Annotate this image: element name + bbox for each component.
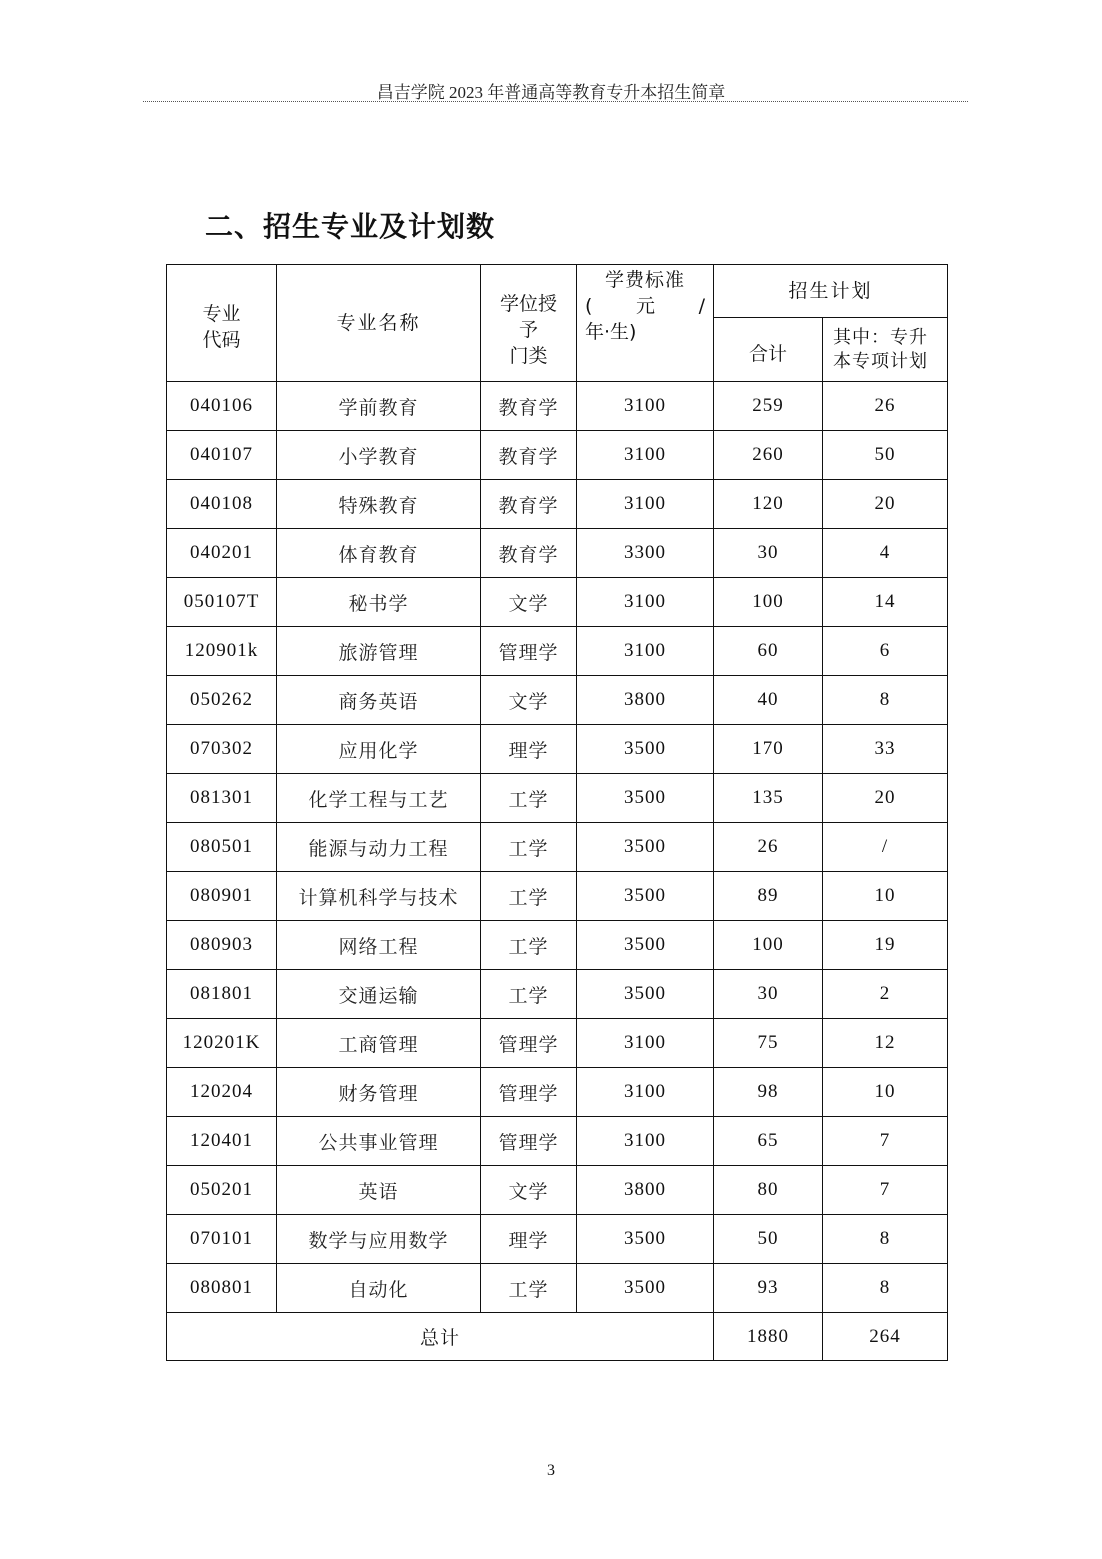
table-row [167, 1215, 948, 1264]
plan-total: 93 [714, 1264, 823, 1313]
header-text: 其中：专升 [833, 326, 928, 348]
total-label: 总计 [167, 1313, 714, 1361]
major-code: 050201 [167, 1166, 277, 1215]
degree-category: 工学 [481, 1264, 577, 1313]
table-row [167, 431, 948, 480]
tuition-fee: 3100 [577, 382, 714, 431]
major-name: 计算机科学与技术 [277, 872, 481, 921]
header-text: 代码 [202, 329, 241, 351]
degree-category: 管理学 [481, 1019, 577, 1068]
header-text: 学位授 [499, 293, 557, 315]
header-text: 专业名称 [336, 312, 421, 334]
tuition-fee: 3100 [577, 431, 714, 480]
tuition-fee: 3500 [577, 970, 714, 1019]
plan-total: 40 [714, 676, 823, 725]
header-text: 招生计划 [788, 280, 873, 303]
degree-category: 理学 [481, 725, 577, 774]
major-name: 体育教育 [277, 529, 481, 578]
tuition-fee: 3800 [577, 1166, 714, 1215]
major-code: 070101 [167, 1215, 277, 1264]
major-code: 120401 [167, 1117, 277, 1166]
degree-category: 教育学 [481, 382, 577, 431]
major-code: 040107 [167, 431, 277, 480]
tuition-fee: 3100 [577, 578, 714, 627]
tuition-fee: 3800 [577, 676, 714, 725]
tuition-fee: 3500 [577, 774, 714, 823]
major-code: 040201 [167, 529, 277, 578]
plan-special: 10 [823, 872, 948, 921]
plan-special: 20 [823, 480, 948, 529]
header-text: / [698, 295, 705, 317]
plan-special: 33 [823, 725, 948, 774]
table-row [167, 872, 948, 921]
table-row [167, 823, 948, 872]
tuition-fee: 3500 [577, 725, 714, 774]
tuition-fee: 3100 [577, 1068, 714, 1117]
major-name: 小学教育 [277, 431, 481, 480]
major-code: 080903 [167, 921, 277, 970]
major-name: 化学工程与工艺 [277, 774, 481, 823]
plan-special: 12 [823, 1019, 948, 1068]
table-row [167, 382, 948, 431]
header-plan-special [823, 318, 948, 382]
plan-special: / [823, 823, 948, 872]
table-row [167, 1264, 948, 1313]
header-text: 专业 [202, 303, 241, 325]
table-row [167, 1166, 948, 1215]
table-row [167, 725, 948, 774]
plan-total: 135 [714, 774, 823, 823]
degree-category: 文学 [481, 1166, 577, 1215]
plan-total: 89 [714, 872, 823, 921]
header-text: 年·生) [585, 321, 637, 343]
section-title: 二、招生专业及计划数 [205, 210, 496, 243]
header-text: 予 [518, 319, 538, 341]
plan-total: 260 [714, 431, 823, 480]
degree-category: 文学 [481, 676, 577, 725]
major-code: 120901k [167, 627, 277, 676]
plan-total: 120 [714, 480, 823, 529]
plan-special: 8 [823, 676, 948, 725]
major-code: 120204 [167, 1068, 277, 1117]
plan-special: 4 [823, 529, 948, 578]
tuition-fee: 3100 [577, 1117, 714, 1166]
major-name: 能源与动力工程 [277, 823, 481, 872]
plan-special: 7 [823, 1117, 948, 1166]
plan-total: 98 [714, 1068, 823, 1117]
plan-total: 170 [714, 725, 823, 774]
tuition-fee: 3100 [577, 480, 714, 529]
plan-special: 50 [823, 431, 948, 480]
degree-category: 工学 [481, 774, 577, 823]
major-name: 自动化 [277, 1264, 481, 1313]
major-code: 081801 [167, 970, 277, 1019]
degree-category: 工学 [481, 872, 577, 921]
degree-category: 管理学 [481, 1117, 577, 1166]
plan-special: 6 [823, 627, 948, 676]
plan-special: 2 [823, 970, 948, 1019]
major-code: 070302 [167, 725, 277, 774]
major-code: 080501 [167, 823, 277, 872]
degree-category: 管理学 [481, 1068, 577, 1117]
running-header: 昌吉学院 2023 年普通高等教育专升本招生简章 [376, 83, 726, 102]
header-plan-total [714, 318, 823, 382]
header-text: 门类 [509, 345, 548, 367]
plan-total: 100 [714, 921, 823, 970]
major-name: 公共事业管理 [277, 1117, 481, 1166]
table-row [167, 578, 948, 627]
header-text: 元 [636, 295, 656, 317]
header-fee-unit-line [577, 293, 713, 319]
major-code: 040108 [167, 480, 277, 529]
header-enrollment-plan [714, 265, 948, 318]
plan-total: 26 [714, 823, 823, 872]
degree-category: 理学 [481, 1215, 577, 1264]
major-code: 120201K [167, 1019, 277, 1068]
plan-special: 8 [823, 1264, 948, 1313]
table-row [167, 529, 948, 578]
plan-total: 80 [714, 1166, 823, 1215]
major-code: 050107T [167, 578, 277, 627]
tuition-fee: 3500 [577, 921, 714, 970]
major-name: 秘书学 [277, 578, 481, 627]
plan-total: 75 [714, 1019, 823, 1068]
table-row [167, 1117, 948, 1166]
plan-total: 100 [714, 578, 823, 627]
table-row [167, 774, 948, 823]
major-code: 050262 [167, 676, 277, 725]
major-code: 080901 [167, 872, 277, 921]
page-number: 3 [547, 1462, 555, 1479]
header-major-code [167, 265, 277, 382]
degree-category: 教育学 [481, 431, 577, 480]
header-tuition [577, 265, 714, 382]
tuition-fee: 3500 [577, 1215, 714, 1264]
major-code: 081301 [167, 774, 277, 823]
header-major-name [277, 265, 481, 382]
degree-category: 工学 [481, 921, 577, 970]
plan-special: 19 [823, 921, 948, 970]
total-special-plan: 264 [823, 1313, 948, 1361]
degree-category: 文学 [481, 578, 577, 627]
plan-total: 30 [714, 970, 823, 1019]
tuition-fee: 3300 [577, 529, 714, 578]
header-text: ( [585, 295, 593, 317]
plan-special: 7 [823, 1166, 948, 1215]
degree-category: 工学 [481, 970, 577, 1019]
tuition-fee: 3500 [577, 1264, 714, 1313]
major-name: 英语 [277, 1166, 481, 1215]
header-text: 合计 [748, 342, 787, 365]
degree-category: 管理学 [481, 627, 577, 676]
header-divider [143, 101, 968, 102]
plan-special: 10 [823, 1068, 948, 1117]
major-name: 旅游管理 [277, 627, 481, 676]
major-code: 040106 [167, 382, 277, 431]
table-row [167, 627, 948, 676]
tuition-fee: 3500 [577, 823, 714, 872]
table-row [167, 480, 948, 529]
major-name: 工商管理 [277, 1019, 481, 1068]
degree-category: 教育学 [481, 529, 577, 578]
table-row [167, 921, 948, 970]
plan-special: 26 [823, 382, 948, 431]
plan-total: 50 [714, 1215, 823, 1264]
header-text: 本专项计划 [833, 350, 928, 372]
table-row [167, 970, 948, 1019]
major-name: 网络工程 [277, 921, 481, 970]
total-enrollment: 1880 [714, 1313, 823, 1361]
table-row [167, 1019, 948, 1068]
plan-total: 30 [714, 529, 823, 578]
major-name: 应用化学 [277, 725, 481, 774]
table-row [167, 1068, 948, 1117]
header-degree-category [481, 265, 577, 382]
major-name: 商务英语 [277, 676, 481, 725]
degree-category: 工学 [481, 823, 577, 872]
header-text: 学费标准 [604, 269, 685, 291]
plan-special: 14 [823, 578, 948, 627]
total-row [167, 1313, 948, 1361]
tuition-fee: 3100 [577, 1019, 714, 1068]
plan-total: 259 [714, 382, 823, 431]
major-code: 080801 [167, 1264, 277, 1313]
plan-total: 65 [714, 1117, 823, 1166]
major-name: 学前教育 [277, 382, 481, 431]
major-name: 交通运输 [277, 970, 481, 1019]
plan-special: 8 [823, 1215, 948, 1264]
major-name: 特殊教育 [277, 480, 481, 529]
table-row [167, 676, 948, 725]
enrollment-plan-table [166, 264, 948, 1361]
degree-category: 教育学 [481, 480, 577, 529]
tuition-fee: 3500 [577, 872, 714, 921]
tuition-fee: 3100 [577, 627, 714, 676]
major-name: 数学与应用数学 [277, 1215, 481, 1264]
plan-special: 20 [823, 774, 948, 823]
plan-total: 60 [714, 627, 823, 676]
major-name: 财务管理 [277, 1068, 481, 1117]
